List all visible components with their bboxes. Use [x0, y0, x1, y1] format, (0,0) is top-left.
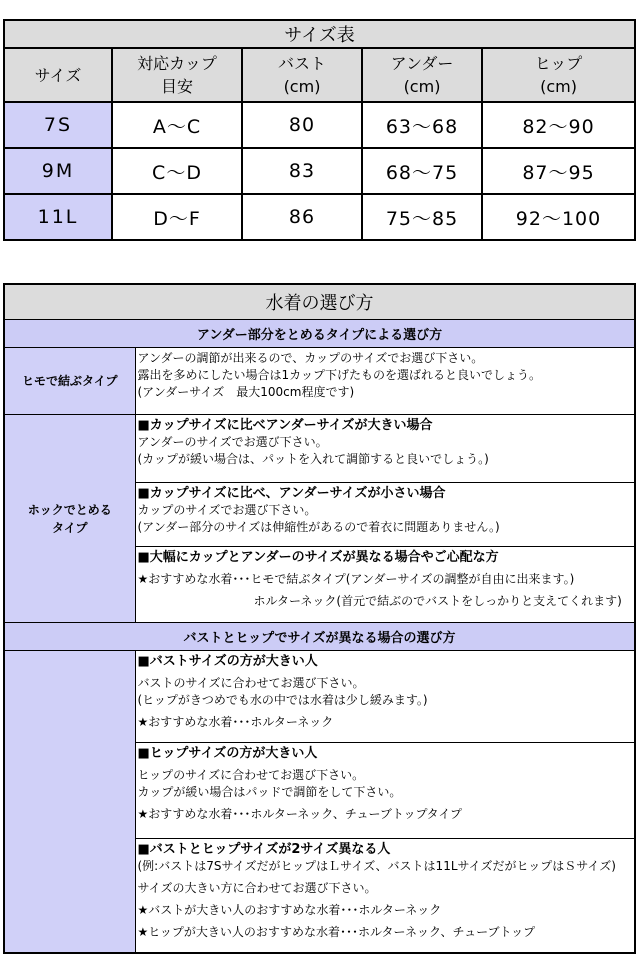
- header-size: サイズ: [4, 48, 112, 102]
- bust-larger-block: [135, 651, 635, 743]
- label-hook-type: ホックでとめる タイプ: [4, 415, 135, 623]
- size-label: 9M: [4, 148, 112, 194]
- table-row: [4, 194, 635, 240]
- section-header-bust-hip: バストとヒップでサイズが異なる場合の選び方: [4, 623, 635, 651]
- bust-value: 80: [242, 102, 362, 148]
- block-heading: ■カップサイズに比べ、アンダーサイズが小さい場合: [137, 486, 446, 501]
- text-line: (カップが緩い場合は、パットを入れて調節すると良いでしょう。): [137, 452, 489, 466]
- text-line: カップが緩い場合はパッドで調節をして下さい。: [137, 785, 402, 799]
- text-line: アンダーの調節が出来るので、カップのサイズでお選び下さい。: [137, 351, 484, 365]
- text-line: (アンダー部分のサイズは伸縮性があるので着衣に問題ありません。): [137, 520, 500, 534]
- block-heading: ■バストとヒップサイズが2サイズ異なる人: [137, 842, 391, 857]
- under-value: 75～85: [362, 194, 482, 240]
- table-row: [4, 102, 635, 148]
- bust-value: 86: [242, 194, 362, 240]
- label-himo-type: ヒモで結ぶタイプ: [4, 348, 135, 415]
- bust-value: 83: [242, 148, 362, 194]
- cup-value: C～D: [112, 148, 242, 194]
- cup-value: D～F: [112, 194, 242, 240]
- section-header-closure: アンダー部分をとめるタイプによる選び方: [4, 320, 635, 348]
- hook-block-under-smaller: [135, 483, 635, 547]
- hip-value: 92～100: [482, 194, 635, 240]
- recommendation-line: ★おすすめな水着･･･ホルターネック: [137, 715, 334, 729]
- under-value: 63～68: [362, 102, 482, 148]
- text-line: カップのサイズでお選び下さい。: [137, 503, 317, 517]
- cup-value: A～C: [112, 102, 242, 148]
- block-heading: ■バストサイズの方が大きい人: [137, 654, 318, 669]
- recommendation-line: ★バストが大きい人のおすすめな水着･･･ホルターネック: [137, 903, 442, 917]
- text-line: バストのサイズに合わせてお選び下さい。: [137, 676, 365, 690]
- size-label: 7S: [4, 102, 112, 148]
- guide-title: 水着の選び方: [4, 284, 635, 320]
- bust-hip-label-cell: [4, 651, 135, 954]
- recommendation-line: ★おすすめな水着･･･ホルターネック、チューブトップタイプ: [137, 807, 463, 821]
- size-table-title: サイズ表: [4, 20, 635, 48]
- text-line: 露出を多めにしたい場合は1カップ下げたものを選ばれると良いでしょう。: [137, 368, 542, 382]
- hook-block-large-difference: [135, 547, 635, 623]
- under-value: 68～75: [362, 148, 482, 194]
- header-hip: ヒップ (cm): [482, 48, 635, 102]
- hip-value: 87～95: [482, 148, 635, 194]
- two-size-difference-block: [135, 839, 635, 954]
- hook-block-under-larger: [135, 415, 635, 483]
- table-row: [4, 148, 635, 194]
- block-heading: ■大幅にカップとアンダーのサイズが異なる場合やご心配な方: [137, 550, 499, 565]
- text-line: ヒップのサイズに合わせてお選び下さい。: [137, 768, 365, 782]
- text-line: アンダーのサイズでお選び下さい。: [137, 435, 328, 449]
- example-line: (例:バストは7SサイズだがヒップはＬサイズ、バストは11LサイズだがヒップはＳサイズ): [137, 859, 616, 873]
- block-heading: ■カップサイズに比べアンダーサイズが大きい場合: [137, 418, 433, 433]
- swimwear-guide: [3, 283, 636, 954]
- himo-type-description: [135, 348, 635, 415]
- hip-larger-block: [135, 743, 635, 839]
- text-line: (アンダーサイズ 最大100cm程度です): [137, 385, 355, 399]
- header-bust: バスト (cm): [242, 48, 362, 102]
- header-under: アンダー (cm): [362, 48, 482, 102]
- recommendation-line: ★ヒップが大きい人のおすすめな水着･･･ホルターネック、チューブトップ: [137, 925, 536, 939]
- recommendation-line: ホルターネック(首元で結ぶのでバストをしっかりと支えてくれます): [253, 594, 622, 608]
- block-heading: ■ヒップサイズの方が大きい人: [137, 746, 318, 761]
- header-cup: 対応カップ 目安: [112, 48, 242, 102]
- size-table: [3, 19, 636, 241]
- size-label: 11L: [4, 194, 112, 240]
- text-line: サイズの大きい方に合わせてお選び下さい。: [137, 881, 377, 895]
- text-line: (ヒップがきつめでも水の中では水着は少し緩みます。): [137, 693, 428, 707]
- recommendation-line: ★おすすめな水着･･･ヒモで結ぶタイプ(アンダーサイズの調整が自由に出来ます。): [137, 572, 575, 586]
- hip-value: 82～90: [482, 102, 635, 148]
